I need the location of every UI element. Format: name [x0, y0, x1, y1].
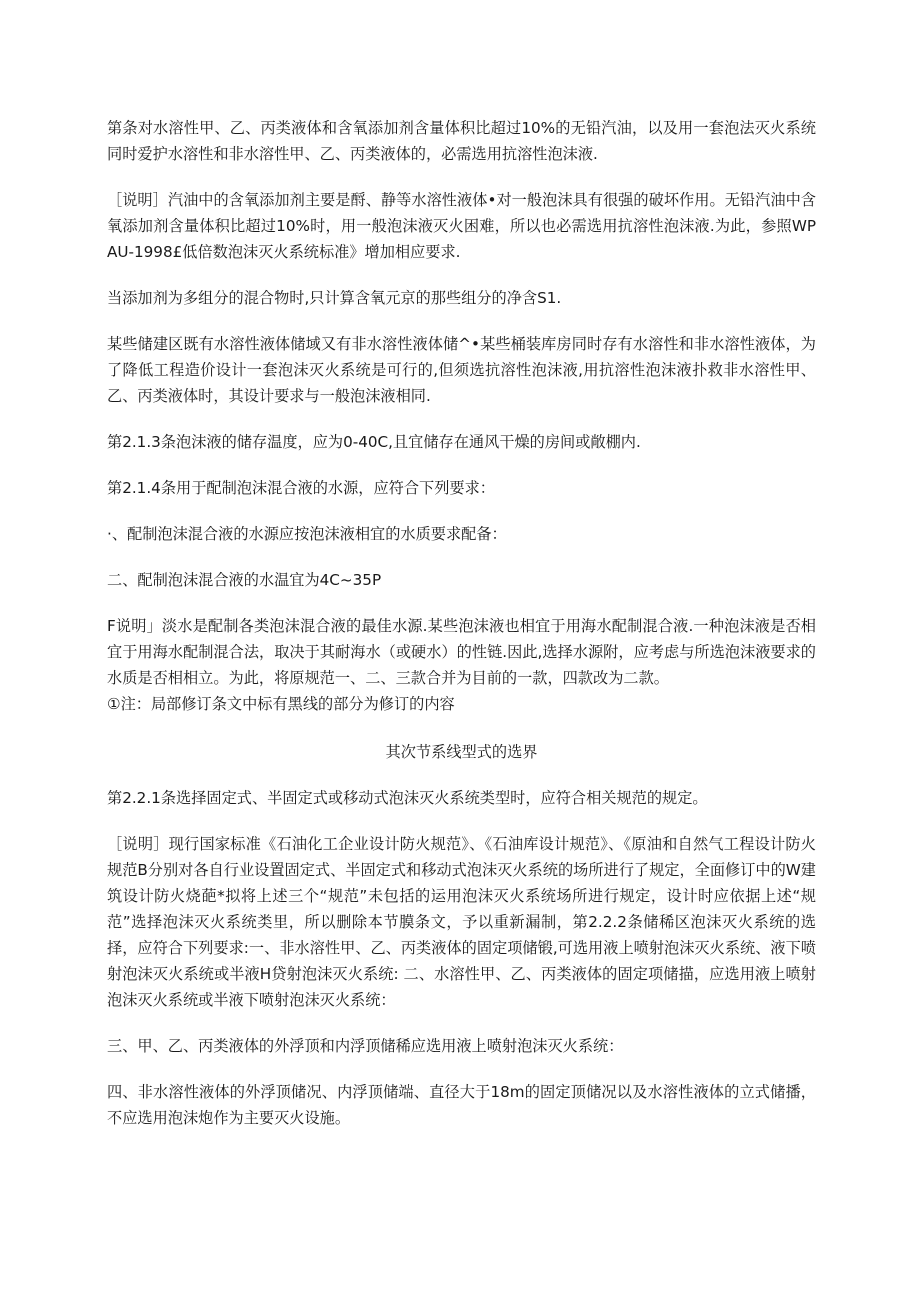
footnote: ①注：局部修订条文中标有黑线的部分为修订的内容: [107, 695, 455, 713]
section-title: 其次节系线型式的选界: [385, 743, 538, 761]
paragraph-clause-2-1-4: 第2.1.4条用于配制泡沫混合液的水源，应符合下列要求：: [107, 479, 495, 497]
paragraph-clause-foam-selection: 第条对水溶性甲、乙、丙类液体和含氧添加剂含量体积比超过10%的无铅汽油，以及用一套泡法灭火系统同时爱护水溶性和非水溶性甲、乙、丙类液体的，必需选用抗溶性泡沫液.: [107, 119, 816, 163]
paragraph-clause-2-1-3: 第2.1.3条泡沫液的储存温度，应为0-40C,且宜储存在通风干燥的房间或敞棚内.: [107, 433, 641, 451]
paragraph-explanation-water-source: F说明」淡水是配制各类泡沫混合液的最佳水源.某些泡沫液也相宜于用海水配制混合液.一种泡沫液是否相宜于用海水配制混合法，取决于其耐海水（或硬水）的性链.因此,选择水源附，应考虑与所选泡沫液要求的水质是否相相立。为此，将原规范一、二、三款合并为目前的一款，四款改为二款。: [107, 617, 816, 687]
paragraph-explanation-standards: ［说明］现行国家标准《石油化工企业设计防火规范》、《石油库设计规范》、《原油和自然气工程设计防火规范B分别对各自行业设置固定式、半固定式和移动式泡沫灭火系统的场所进行了规定，全面修订中的W建筑设计防火烧葩*拟将上述三个“规范”未包括的运用泡沫灭火系统场所进行规定，设计时应依据上述“规范”选择泡沫灭火系统类里，所以删除本节膜条文，予以重新漏制，第2.2.2条储稀区泡沫灭火系统的选择，应符合下列要求:一、非水溶性甲、乙、丙类液体的固定项储锻,可选用液上喷射泡沫灭火系统、液下喷射泡沫灭火系统或半液H贷射泡沫灭火系统: 二、水溶性甲、乙、丙类液体的固定项储描，应选用液上喷射泡沫灭火系统或半液下喷射泡沫灭火系统：: [107, 835, 816, 1009]
list-item-water-temperature: 二、配制泡沫混合液的水温宜为4C~35P: [107, 571, 382, 589]
list-item-foam-monitor: 四、非水溶性液体的外浮顶储况、内浮顶储端、直径大于18m的固定顶储况以及水溶性液体的立式储播，不应选用泡沫炮作为主要灭火设施。: [107, 1083, 816, 1127]
list-item-floating-roof: 三、甲、乙、丙类液体的外浮顶和内浮顶储稀应选用液上喷射泡沫灭火系统：: [107, 1037, 624, 1055]
list-item-water-quality: ·、配制泡沫混合液的水源应按泡沫液相宜的水质要求配备：: [107, 525, 507, 543]
paragraph-mixed-storage: 某些储建区既有水溶性液体储域又有非水溶性液体储^•某些桶装库房同时存有水溶性和非水溶性液体，为了降低工程造价设计一套泡沫灭火系统是可行的,但须选抗溶性泡沫液,用抗溶性泡沫液扑救非水溶性甲、乙、丙类液体时，其设计要求与一般泡沫液相同.: [107, 335, 816, 405]
paragraph-explanation-oxygenates: ［说明］汽油中的含氧添加剂主要是酹、静等水溶性液体•对一般泡沫具有很强的破坏作用。无铅汽油中含氧添加剂含量体积比超过10%时，用一般泡沫液灭火困难，所以也必需选用抗溶性泡沫液.为此，参照WPAU-1998£低倍数泡沫灭火系统标准》增加相应要求.: [107, 191, 816, 261]
paragraph-clause-2-2-1: 第2.2.1条选择固定式、半固定式或移动式泡沫灭火系统类型时，应符合相关规范的规定。: [107, 789, 708, 807]
paragraph-additive-mixture: 当添加剂为多组分的混合物时,只计算含氧元京的那些组分的净含S1.: [107, 289, 562, 307]
